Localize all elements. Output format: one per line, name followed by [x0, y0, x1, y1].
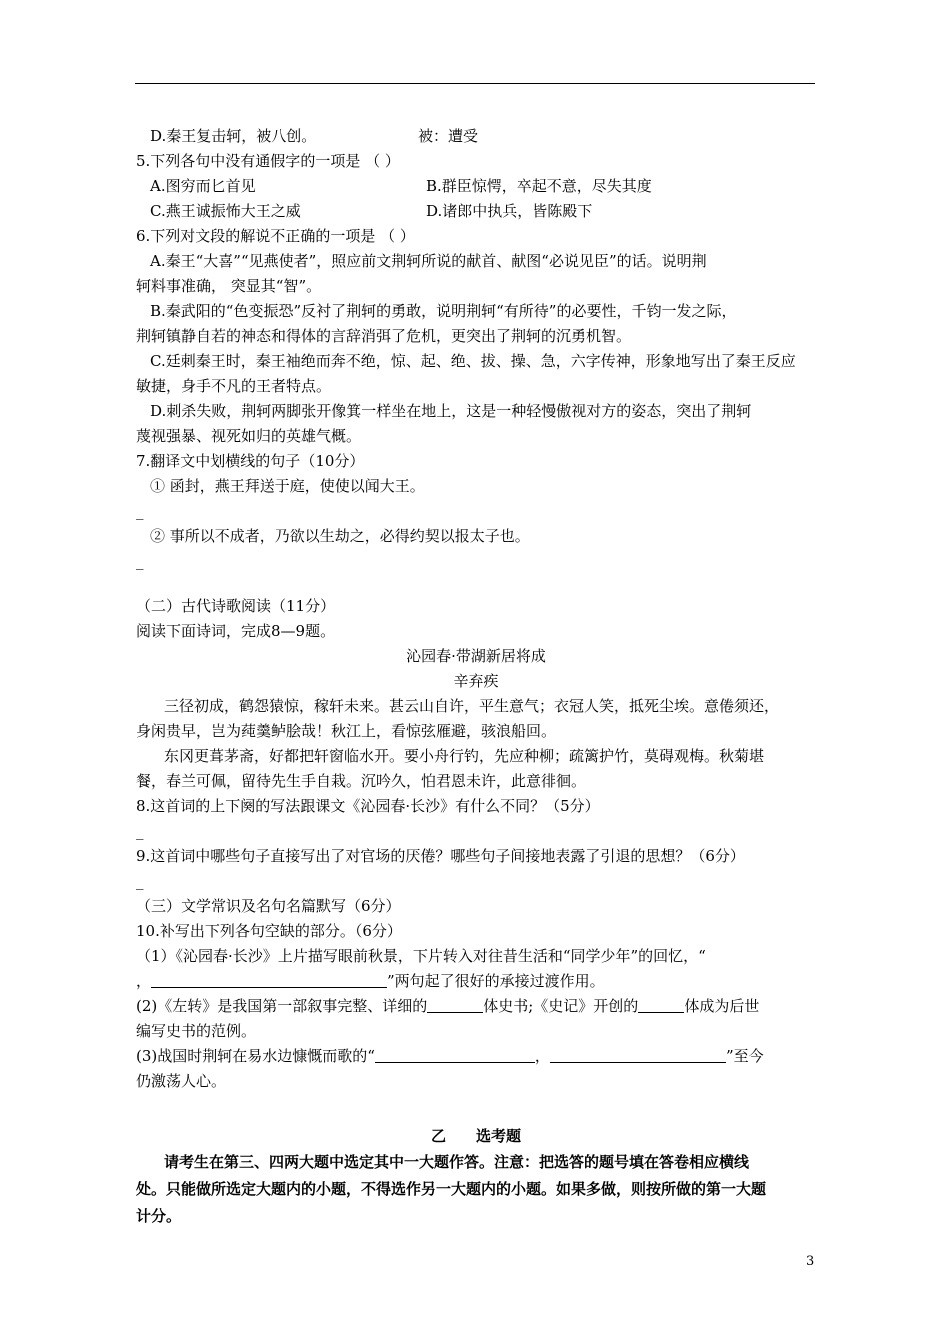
- q5-options-cd: [136, 199, 816, 224]
- q7-stem: 7.翻译文中划横线的句子（10分）: [136, 452, 365, 470]
- q10-stem: 10.补写出下列各句空缺的部分。（6分）: [136, 922, 402, 940]
- poem-title: 沁园春·带湖新居将成: [406, 647, 546, 665]
- q7-sentence-2: ② 事所以不成者，乃欲以生劫之，必得约契以报太子也。: [150, 527, 530, 545]
- q6-option-a-line1: A.秦王“大喜”“见燕使者”，照应前文荆轲所说的献首、献图“必说见臣”的话。说明荆: [150, 252, 707, 270]
- q6-option-b-line1: B.秦武阳的“色变振恐”反衬了荆轲的勇敢，说明荆轲“有所待”的必要性，千钧一发之际，: [150, 302, 737, 320]
- poem-stanza-2-line1: 东冈更葺茅斋，好都把轩窗临水开。要小舟行钓，先应种柳；疏篱护竹，莫碍观梅。秋菊堪: [164, 747, 765, 765]
- page-number: 3: [806, 1254, 815, 1269]
- q10-item-3-text-1: (3)战国时荆轲在易水边慷慨而歌的“: [136, 1047, 375, 1065]
- q7-sentence-1: ① 函封，燕王拜送于庭，使使以闻大王。: [150, 477, 425, 495]
- q6-option-d-line2: 蔑视强暴、视死如归的英雄气概。: [136, 427, 362, 445]
- q5-option-c: C.燕王诚振怖大王之威: [150, 202, 301, 220]
- q10-item-3-line1: [136, 1044, 816, 1069]
- q10-item-2-line1: [136, 994, 816, 1019]
- q4-option-d: [136, 124, 816, 149]
- q10-item-2-text-3: 体成为后世: [684, 997, 760, 1015]
- q10-item-2-text-2: 体史书;《史记》开创的: [483, 997, 639, 1015]
- q5-stem: 5.下列各句中没有通假字的一项是 （ ）: [136, 152, 400, 170]
- q6-stem: 6.下列对文段的解说不正确的一项是 （ ）: [136, 227, 415, 245]
- part-b-note-line2: 处。只能做所选定大题内的小题，不得选作另一大题内的小题。如果多做，则按所做的第一大题: [136, 1180, 767, 1198]
- part-b-note-line3: 计分。: [136, 1207, 182, 1225]
- poem-author: 辛弃疾: [453, 672, 499, 690]
- q10-item-3-text-2: ，: [534, 1047, 550, 1065]
- answer-line: _: [136, 502, 144, 520]
- q10-item-3-line2: 仍激荡人心。: [136, 1072, 227, 1090]
- q6-option-c-line1: C.廷刺秦王时，秦王袖绝而奔不绝，惊、起、绝、拔、操、急，六字传神，形象地写出了秦王反应: [150, 352, 796, 370]
- q4-option-d-note: 被：遭受: [418, 127, 479, 145]
- q5-option-d: D.诸郎中执兵，皆陈殿下: [426, 202, 593, 220]
- part-b-note-line1: 请考生在第三、四两大题中选定其中一大题作答。注意：把选答的题号填在答卷相应横线: [164, 1153, 750, 1171]
- q10-item-1-line1: （1）《沁园春·长沙》上片描写眼前秋景，下片转入对往昔生活和“同学少年”的回忆，“: [136, 947, 706, 965]
- part-b-heading: 乙 选考题: [430, 1127, 521, 1145]
- q8-stem: 8.这首词的上下阕的写法跟课文《沁园春·长沙》有什么不同？（5分）: [136, 797, 600, 815]
- q6-option-c-line2: 敏捷，身手不凡的王者特点。: [136, 377, 332, 395]
- q10-item-2-line2: 编写史书的范例。: [136, 1022, 257, 1040]
- fill-blank[interactable]: [638, 996, 684, 1013]
- q5-options-ab: [136, 174, 816, 199]
- q10-item-1-comma: ，: [136, 972, 152, 990]
- poem-stanza-2-line2: 餐，春兰可佩，留待先生手自栽。沉吟久，怕君恩未许，此意徘徊。: [136, 772, 587, 790]
- section-2-instruction: 阅读下面诗词，完成8—9题。: [136, 622, 336, 640]
- header-rule: [135, 83, 815, 84]
- section-3-title: （三）文学常识及名句名篇默写（6分）: [136, 897, 401, 915]
- q5-option-a: A.图穷而匕首见: [150, 177, 256, 195]
- fill-blank[interactable]: [427, 996, 483, 1013]
- poem-stanza-1-line1: 三径初成，鹤怨猿惊，稼轩未来。甚云山自许，平生意气；衣冠人笑，抵死尘埃。意倦须还，: [164, 697, 780, 715]
- poem-stanza-1-line2: 身闲贵早，岂为莼羹鲈脍哉！秋江上，看惊弦雁避，骇浪船回。: [136, 722, 557, 740]
- fill-blank[interactable]: [375, 1046, 535, 1063]
- answer-line: _: [136, 552, 144, 570]
- q10-item-1-line2: [136, 969, 816, 994]
- q10-item-3-text-3: ”至今: [725, 1047, 764, 1065]
- q6-option-b-line2: 荆轲镇静自若的神态和得体的言辞消弭了危机，更突出了荆轲的沉勇机智。: [136, 327, 632, 345]
- q4-option-d-text: D.秦王复击轲，被八创。: [150, 127, 317, 145]
- fill-blank[interactable]: [550, 1046, 726, 1063]
- q5-option-b: B.群臣惊愕，卒起不意，尽失其度: [426, 177, 652, 195]
- answer-line: _: [136, 822, 144, 840]
- q6-option-d-line1: D.刺杀失败，荆轲两脚张开像箕一样坐在地上，这是一种轻慢傲视对方的姿态，突出了荆轲: [150, 402, 752, 420]
- q10-item-2-text-1: (2)《左转》是我国第一部叙事完整、详细的: [136, 997, 428, 1015]
- section-2-title: （二）古代诗歌阅读（11分）: [136, 597, 336, 615]
- q10-item-1-tail: ”两句起了很好的承接过渡作用。: [387, 972, 605, 990]
- q9-stem: 9.这首词中哪些句子直接写出了对官场的厌倦？哪些句子间接地表露了引退的思想？（6分）: [136, 847, 745, 865]
- exam-page: [136, 124, 816, 1230]
- q6-option-a-line2: 轲料事准确， 突显其“智”。: [136, 277, 322, 295]
- answer-line: _: [136, 872, 144, 890]
- fill-blank[interactable]: [151, 971, 387, 988]
